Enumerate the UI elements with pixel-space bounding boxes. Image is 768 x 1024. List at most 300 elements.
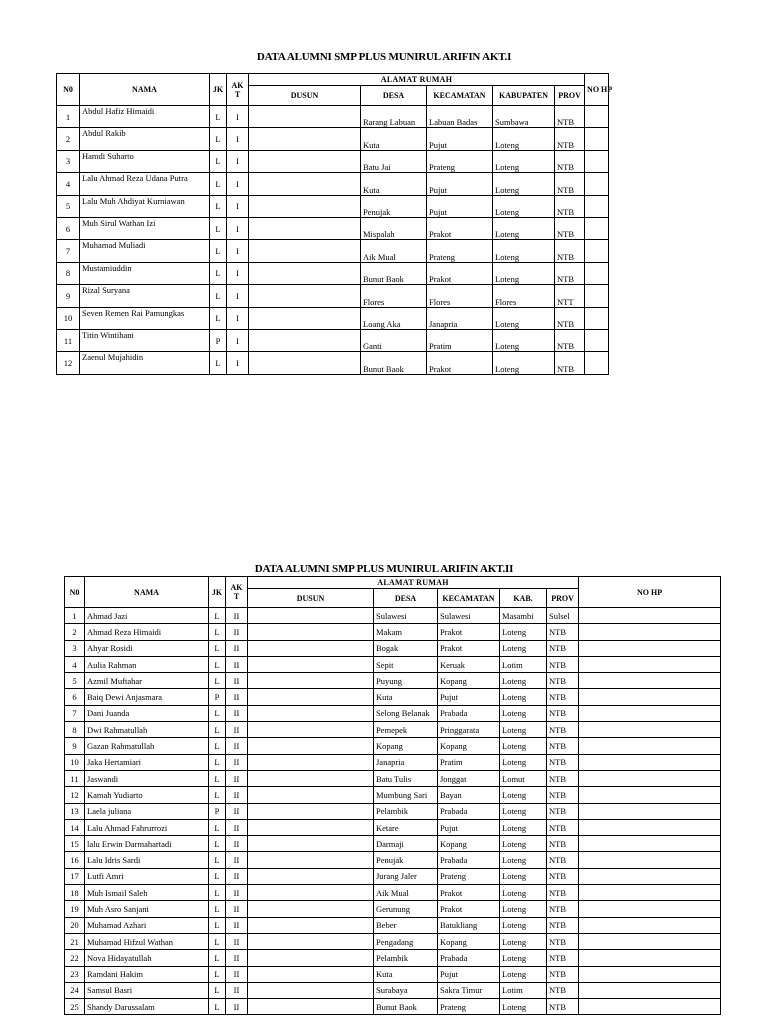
header-akt: AK T [226,577,248,608]
cell-no-hp [579,901,721,917]
cell-kecamatan: Flores [427,285,493,307]
cell-akt: II [226,933,248,949]
table-row [57,106,609,128]
cell-no: 21 [65,933,85,949]
cell-kabupaten: Loteng [493,150,555,172]
header-no: N0 [65,577,85,608]
cell-dusun [249,106,361,128]
cell-no-hp [579,705,721,721]
cell-jk: L [209,656,226,672]
cell-kabupaten: Loteng [493,352,555,374]
cell-akt: II [226,738,248,754]
cell-kecamatan: Prabada [438,950,500,966]
table-row [65,901,721,917]
cell-no: 23 [65,966,85,982]
cell-dusun [248,999,374,1015]
cell-prov: NTB [555,195,585,217]
cell-kabupaten: Loteng [500,624,547,640]
cell-akt: I [227,262,249,284]
cell-no-hp [579,608,721,624]
cell-akt: II [226,901,248,917]
cell-no-hp [585,352,609,374]
cell-desa: Pelambik [374,803,438,819]
cell-prov: NTB [555,150,585,172]
cell-dusun [248,852,374,868]
cell-prov: NTB [547,640,579,656]
cell-kabupaten: Loteng [500,933,547,949]
cell-nama: Dwi Rahmatullah [85,722,209,738]
header-jk: JK [209,577,226,608]
header-no-hp: NO HP [579,577,721,608]
cell-kecamatan: Pujut [438,819,500,835]
cell-kabupaten: Loteng [500,852,547,868]
cell-desa: Mispalah [361,217,427,239]
header-jk: JK [210,74,227,106]
header-kecamatan: KECAMATAN [427,86,493,106]
cell-jk: L [210,307,227,329]
header-nama: NAMA [80,74,210,106]
header-alamat-rumah: ALAMAT RUMAH [248,577,579,589]
cell-jk: L [209,885,226,901]
cell-kecamatan: Prakot [438,901,500,917]
cell-dusun [249,128,361,150]
cell-nama: Laela juliana [85,803,209,819]
cell-no: 12 [65,787,85,803]
cell-kabupaten: Loteng [500,722,547,738]
cell-nama: Seven Remen Rai Pamungkas [80,307,210,329]
cell-dusun [248,901,374,917]
cell-nama: Lalu Muh Ahdiyat Kurniawan [80,195,210,217]
cell-prov: NTB [555,352,585,374]
cell-prov: NTT [555,285,585,307]
cell-kabupaten: Loteng [500,868,547,884]
cell-no: 9 [57,285,80,307]
cell-jk: L [209,966,226,982]
cell-no-hp [579,868,721,884]
table-row [65,738,721,754]
cell-desa: Batu Jai [361,150,427,172]
cell-kabupaten: Lotim [500,982,547,998]
cell-kecamatan: Kopang [438,738,500,754]
cell-prov: NTB [547,999,579,1015]
cell-kecamatan: Prakot [427,352,493,374]
cell-desa: Ganti [361,329,427,351]
cell-nama: Kamah Yudiarto [85,787,209,803]
cell-prov: NTB [547,787,579,803]
cell-no: 5 [57,195,80,217]
cell-jk: L [210,173,227,195]
cell-dusun [249,173,361,195]
cell-no-hp [579,673,721,689]
cell-kabupaten: Loteng [500,673,547,689]
cell-kabupaten: Loteng [500,803,547,819]
table-row [65,608,721,624]
cell-dusun [248,770,374,786]
cell-nama: Samsul Basri [85,982,209,998]
cell-kecamatan: Pujut [427,173,493,195]
alumni-table-akt-2 [64,576,721,1015]
cell-kecamatan: Prabada [438,705,500,721]
cell-kabupaten: Loteng [500,819,547,835]
cell-kabupaten: Loteng [493,173,555,195]
cell-desa: Ketare [374,819,438,835]
cell-kabupaten: Loteng [493,329,555,351]
cell-akt: II [226,624,248,640]
cell-desa: Pengadang [374,933,438,949]
table-row [65,819,721,835]
cell-akt: I [227,240,249,262]
cell-desa: Beber [374,917,438,933]
cell-jk: L [210,262,227,284]
cell-dusun [248,673,374,689]
cell-akt: I [227,173,249,195]
cell-jk: L [209,950,226,966]
cell-dusun [248,836,374,852]
cell-akt: I [227,217,249,239]
cell-jk: L [209,673,226,689]
table-row [65,624,721,640]
cell-akt: II [226,608,248,624]
cell-dusun [248,722,374,738]
cell-dusun [248,738,374,754]
cell-prov: NTB [547,770,579,786]
cell-prov: NTB [547,803,579,819]
table-row [57,307,609,329]
table-body-akt-1 [57,106,609,375]
cell-no: 14 [65,819,85,835]
cell-jk: P [210,329,227,351]
cell-desa: Penujak [361,195,427,217]
cell-nama: Zaenul Mujahidin [80,352,210,374]
cell-kecamatan: Prabada [438,803,500,819]
cell-dusun [248,689,374,705]
cell-jk: L [210,128,227,150]
cell-nama: Lalu Ahmad Reza Udana Putra [80,173,210,195]
cell-desa: Pemepek [374,722,438,738]
cell-nama: Abdul Hafiz Himaidi [80,106,210,128]
cell-no: 17 [65,868,85,884]
cell-dusun [249,240,361,262]
table-row [65,836,721,852]
cell-akt: I [227,352,249,374]
cell-no-hp [585,262,609,284]
cell-kecamatan: Pujut [427,128,493,150]
table-row [65,770,721,786]
cell-no-hp [585,128,609,150]
cell-jk: L [209,901,226,917]
cell-dusun [248,787,374,803]
cell-akt: I [227,150,249,172]
table-row [65,868,721,884]
cell-dusun [248,885,374,901]
cell-jk: L [209,917,226,933]
cell-jk: L [210,352,227,374]
cell-no-hp [579,836,721,852]
cell-no-hp [585,240,609,262]
cell-prov: NTB [547,656,579,672]
cell-nama: Muhamad Hifzul Wathan [85,933,209,949]
table-row [65,933,721,949]
cell-kecamatan: Kopang [438,836,500,852]
cell-kecamatan: Jonggat [438,770,500,786]
cell-no-hp [585,150,609,172]
cell-nama: lalu Erwin Darmahartadi [85,836,209,852]
cell-akt: I [227,329,249,351]
cell-kecamatan: Pujut [438,689,500,705]
cell-akt: I [227,307,249,329]
cell-nama: Muh Sirul Wathan Izi [80,217,210,239]
cell-akt: I [227,195,249,217]
cell-dusun [249,150,361,172]
cell-jk: L [209,819,226,835]
cell-nama: Hamdi Suharto [80,150,210,172]
cell-no: 3 [57,150,80,172]
cell-jk: L [209,738,226,754]
cell-prov: NTB [547,624,579,640]
cell-desa: Selong Belanak [374,705,438,721]
cell-jk: L [209,624,226,640]
cell-dusun [249,217,361,239]
cell-no: 9 [65,738,85,754]
cell-nama: Dani Juanda [85,705,209,721]
header-dusun: DUSUN [248,589,374,608]
header-kabupaten: KABUPATEN [493,86,555,106]
cell-prov: NTB [547,917,579,933]
cell-jk: L [210,240,227,262]
cell-nama: Mustamiuddin [80,262,210,284]
cell-nama: Muh Ismail Saleh [85,885,209,901]
cell-no-hp [579,852,721,868]
table-body-akt-2 [65,608,721,1015]
table-row [65,640,721,656]
table-row [57,150,609,172]
table-row [65,917,721,933]
cell-kabupaten: Flores [493,285,555,307]
cell-kabupaten: Loteng [500,754,547,770]
cell-akt: II [226,868,248,884]
table-row [65,754,721,770]
cell-kabupaten: Loteng [500,738,547,754]
cell-prov: NTB [555,128,585,150]
cell-akt: II [226,689,248,705]
section1-title: DATA ALUMNI SMP PLUS MUNIRUL ARIFIN AKT.I [256,51,512,63]
cell-dusun [248,608,374,624]
cell-no-hp [585,307,609,329]
cell-akt: II [226,656,248,672]
cell-no: 19 [65,901,85,917]
cell-prov: NTB [547,819,579,835]
cell-dusun [248,819,374,835]
cell-no-hp [579,966,721,982]
cell-no-hp [579,738,721,754]
cell-nama: Ahmad Reza Himaidi [85,624,209,640]
header-alamat-rumah: ALAMAT RUMAH [249,74,585,86]
cell-prov: NTB [555,240,585,262]
cell-dusun [248,917,374,933]
cell-desa: Bogak [374,640,438,656]
cell-nama: Muhamad Muliadi [80,240,210,262]
table-row [65,656,721,672]
table-row [65,950,721,966]
cell-dusun [248,656,374,672]
cell-jk: L [209,836,226,852]
cell-jk: L [209,999,226,1015]
header-kecamatan: KECAMATAN [438,589,500,608]
cell-akt: II [226,836,248,852]
cell-akt: II [226,819,248,835]
cell-akt: II [226,705,248,721]
cell-no-hp [585,173,609,195]
cell-desa: Puyung [374,673,438,689]
cell-kecamatan: Pratim [438,754,500,770]
cell-kecamatan: Prateng [427,150,493,172]
cell-desa: Aik Mual [374,885,438,901]
cell-dusun [249,195,361,217]
cell-desa: Kopang [374,738,438,754]
cell-jk: L [209,722,226,738]
cell-nama: Jaka Hertamiari [85,754,209,770]
cell-jk: L [209,868,226,884]
table-row [65,999,721,1015]
cell-desa: Aik Mual [361,240,427,262]
cell-akt: II [226,722,248,738]
cell-akt: II [226,787,248,803]
cell-dusun [248,933,374,949]
cell-desa: Rarang Labuan [361,106,427,128]
cell-jk: L [209,754,226,770]
cell-akt: I [227,106,249,128]
cell-prov: NTB [547,852,579,868]
cell-nama: Rizal Suryana [80,285,210,307]
section2-title: DATA ALUMNI SMP PLUS MUNIRUL ARIFIN AKT.II [254,563,514,575]
cell-nama: Nova Hidayatullah [85,950,209,966]
table-row [57,173,609,195]
cell-nama: Gazan Rahmatullah [85,738,209,754]
cell-desa: Sepit [374,656,438,672]
cell-kecamatan: Keruak [438,656,500,672]
cell-no: 24 [65,982,85,998]
cell-no: 12 [57,352,80,374]
cell-desa: Darmaji [374,836,438,852]
cell-jk: L [209,608,226,624]
table-row [65,885,721,901]
cell-nama: Azmil Muftahar [85,673,209,689]
cell-jk: L [209,770,226,786]
cell-desa: Jurang Jaler [374,868,438,884]
cell-kabupaten: Loteng [493,240,555,262]
cell-kecamatan: Prakot [438,640,500,656]
cell-kabupaten: Loteng [500,705,547,721]
cell-dusun [249,307,361,329]
cell-no-hp [579,624,721,640]
cell-desa: Kuta [374,966,438,982]
cell-no-hp [579,917,721,933]
cell-akt: II [226,770,248,786]
cell-jk: L [209,705,226,721]
cell-desa: Kuta [361,173,427,195]
cell-nama: Lalu Ahmad Fahrurrozi [85,819,209,835]
cell-prov: NTB [547,933,579,949]
cell-kabupaten: Lomut [500,770,547,786]
cell-dusun [248,803,374,819]
cell-nama: Muhamad Azhari [85,917,209,933]
cell-desa: Batu Tulis [374,770,438,786]
table-row [65,722,721,738]
cell-prov: NTB [547,836,579,852]
cell-kabupaten: Loteng [500,999,547,1015]
cell-desa: Mumbung Sari [374,787,438,803]
cell-akt: II [226,803,248,819]
cell-nama: Ahmad Jazi [85,608,209,624]
cell-kabupaten: Sumbawa [493,106,555,128]
cell-kecamatan: Pratim [427,329,493,351]
cell-no: 7 [65,705,85,721]
table-row [65,673,721,689]
cell-desa: Bunut Baok [374,999,438,1015]
cell-jk: L [210,150,227,172]
cell-dusun [248,982,374,998]
cell-no-hp [579,982,721,998]
cell-no: 6 [65,689,85,705]
cell-kabupaten: Loteng [493,195,555,217]
cell-prov: NTB [555,106,585,128]
table-row [65,966,721,982]
cell-dusun [248,640,374,656]
cell-kecamatan: Sakra Timur [438,982,500,998]
cell-kabupaten: Loteng [493,217,555,239]
cell-prov: Sulsel [547,608,579,624]
cell-kabupaten: Loteng [500,640,547,656]
cell-no-hp [579,656,721,672]
cell-akt: II [226,950,248,966]
cell-jk: L [209,640,226,656]
table-row [57,195,609,217]
cell-kabupaten: Loteng [493,262,555,284]
cell-no-hp [585,217,609,239]
cell-kecamatan: Batukliang [438,917,500,933]
table-row [65,787,721,803]
cell-jk: L [210,285,227,307]
cell-kabupaten: Lotim [500,656,547,672]
cell-desa: Flores [361,285,427,307]
cell-desa: Janapria [374,754,438,770]
cell-akt: II [226,966,248,982]
cell-prov: NTB [547,982,579,998]
cell-kabupaten: Loteng [500,885,547,901]
cell-akt: II [226,885,248,901]
cell-no-hp [579,689,721,705]
cell-kecamatan: Kopang [438,933,500,949]
cell-desa: Kuta [374,689,438,705]
cell-no: 18 [65,885,85,901]
cell-no-hp [579,640,721,656]
cell-no-hp [579,754,721,770]
table-row [57,262,609,284]
cell-nama: Abdul Rakib [80,128,210,150]
cell-akt: II [226,640,248,656]
cell-desa: Makam [374,624,438,640]
table-row [57,128,609,150]
cell-kecamatan: Prabada [438,852,500,868]
cell-no-hp [585,195,609,217]
cell-no: 16 [65,852,85,868]
cell-akt: II [226,754,248,770]
header-nama: NAMA [85,577,209,608]
cell-no: 6 [57,217,80,239]
cell-kecamatan: Kopang [438,673,500,689]
cell-kabupaten: Loteng [500,901,547,917]
cell-kecamatan: Prateng [438,999,500,1015]
